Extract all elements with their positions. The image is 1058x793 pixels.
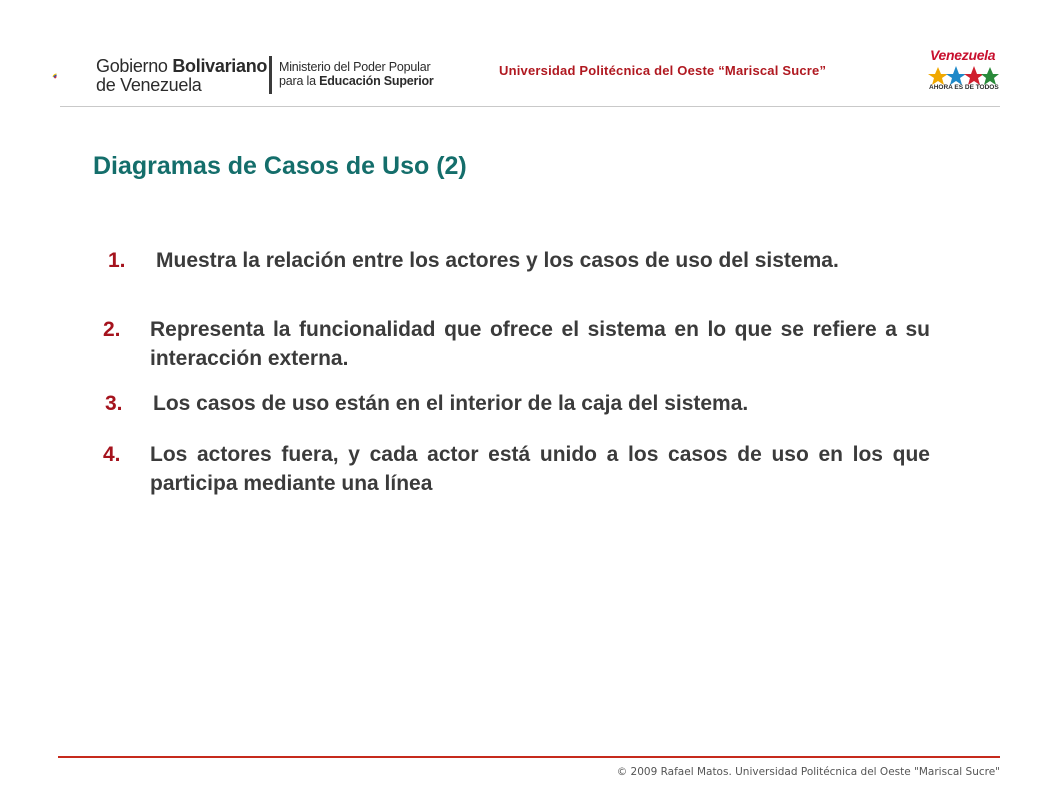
logo-separator <box>269 56 272 94</box>
list-item-text: Representa la funcionalidad que ofrece el sistema en lo que se refiere a su interacción externa. <box>150 318 930 370</box>
venezuela-flag-icon <box>52 50 96 102</box>
list-item <box>105 389 915 418</box>
list-item-number: 2. <box>103 318 121 341</box>
list-item-number: 3. <box>105 392 123 415</box>
venezuela-logo-title: Venezuela <box>930 47 996 63</box>
list-item-text: Muestra la relación entre los actores y los casos de uso del sistema. <box>156 249 839 272</box>
list-item <box>103 440 930 498</box>
list-item-number: 1. <box>108 249 126 272</box>
list-item-number: 4. <box>103 443 121 466</box>
university-header: Universidad Politécnica del Oeste “Mariscal Sucre” <box>499 63 827 78</box>
government-name: Gobierno Bolivariano <box>96 56 268 76</box>
footer-copyright: © 2009 Rafael Matos. Universidad Politécnica del Oeste "Mariscal Sucre" <box>616 766 1000 778</box>
government-country: de Venezuela <box>96 75 202 95</box>
slide-title: Diagramas de Casos de Uso (2) <box>93 152 467 180</box>
list-item-text: Los actores fuera, y cada actor está unido a los casos de uso en los que participa mediante una línea <box>150 443 930 495</box>
footer-divider <box>58 756 1000 758</box>
header-divider <box>60 106 1000 107</box>
ministry-name: Ministerio del Poder Popular para la Educación Superior <box>279 60 434 88</box>
list-item <box>108 246 932 275</box>
venezuela-logo-subtitle: AHORA ES DE TODOS <box>929 84 999 91</box>
list-item-text: Los casos de uso están en el interior de la caja del sistema. <box>153 392 749 415</box>
list-item <box>103 315 930 373</box>
